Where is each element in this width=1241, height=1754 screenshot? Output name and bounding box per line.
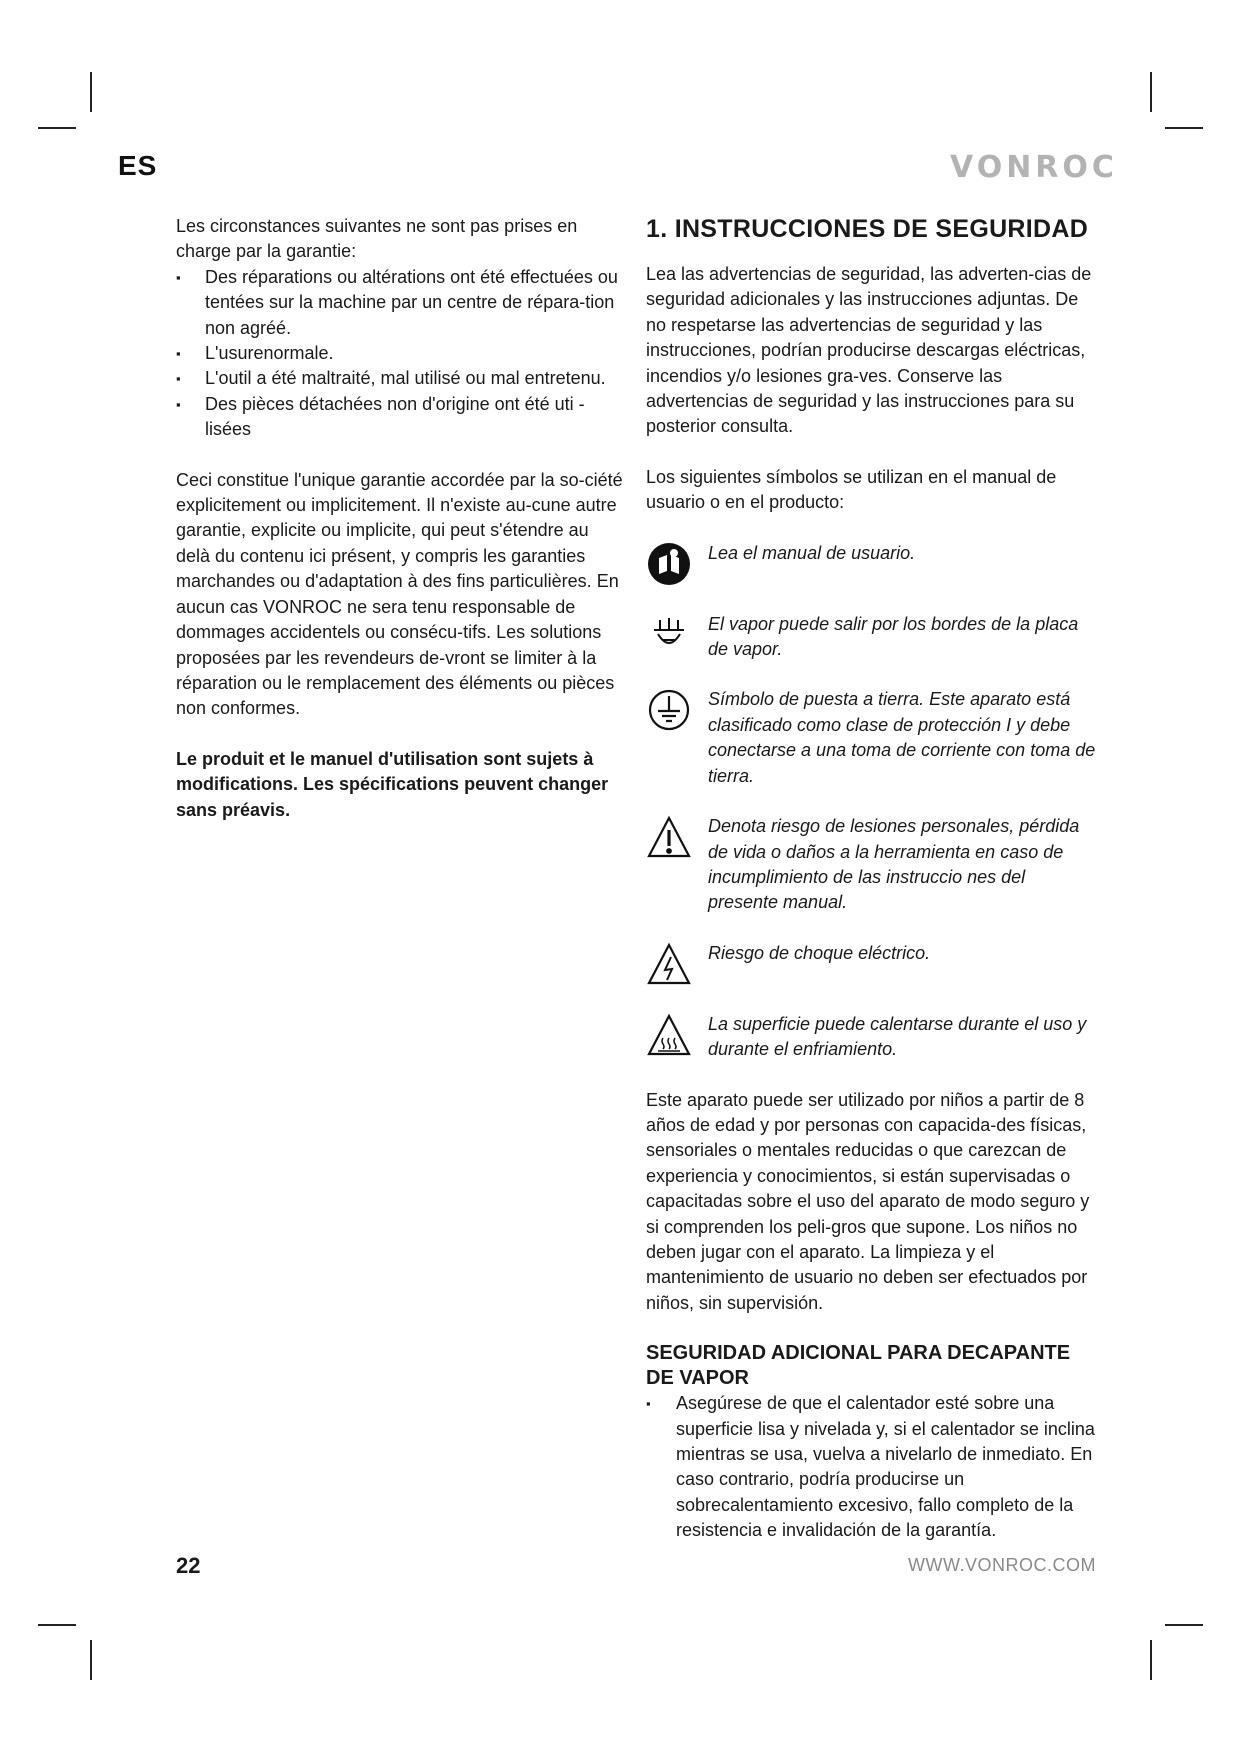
modification-note: Le produit et le manuel d'utilisation sont sujets à modifications. Les spécifications peuvent changer sans préavis.	[176, 748, 609, 820]
ground-icon	[646, 687, 692, 733]
page-number: 22	[176, 1553, 201, 1578]
warranty-exclusions-list	[176, 265, 626, 443]
steam-icon	[646, 612, 692, 658]
crop-mark	[90, 1640, 92, 1680]
crop-mark	[1165, 1624, 1203, 1626]
additional-safety-list	[646, 1391, 1096, 1543]
electric-shock-icon	[646, 941, 692, 987]
hot-surface-icon	[646, 1012, 692, 1058]
children-paragraph: Este aparato puede ser utilizado por niños a partir de 8 años de edad y por personas con capacida-des físicas, sensoriales o mentales reducidas o que carezcan de experiencia y conocimientos, si están supervisadas o capacitadas sobre el uso del aparato de modo seguro y si comprenden los peli-gros que supone. Los niños no deben jugar con el aparato. La limpieza y el mantenimiento de usuario no deben ser efectuados por niños, sin supervisión.	[646, 1089, 1090, 1313]
symbol-row	[646, 687, 1096, 789]
symbol-row	[646, 612, 1096, 663]
symbol-row	[646, 541, 1096, 587]
left-column	[176, 214, 626, 823]
crop-mark	[38, 127, 76, 129]
crop-mark	[1150, 1640, 1152, 1680]
list-item: ▪ Des réparations ou altérations ont été effectuées ou tentées sur la machine par un centre de répara-tion non agréé.	[176, 265, 626, 341]
crop-mark	[1150, 72, 1152, 112]
symbol-text: La superficie puede calentarse durante el uso y durante el enfriamiento.	[708, 1013, 1087, 1060]
symbol-text: Lea el manual de usuario.	[708, 542, 916, 563]
list-item: ▪ Asegúrese de que el calentador esté sobre una superficie lisa y nivelada y, si el calentador se inclina mientras se usa, vuelva a nivelarlo de inmediato. En caso contrario, podría producirse un sobrecalentamiento excesivo, fallo completo de la resistencia e invalidación de la garantía.	[646, 1391, 1096, 1543]
safety-intro-paragraph: Lea las advertencias de seguridad, las adverten-cias de seguridad adicionales y las instrucciones adjuntas. De no respetarse las advertencias de seguridad y las instrucciones, podrían producirse descargas eléctricas, incendios y/o lesiones gra-ves. Conserve las advertencias de seguridad y las instrucciones para su posterior consulta.	[646, 264, 1092, 437]
warranty-paragraph: Ceci constitue l'unique garantie accordée par la so-ciété explicitement ou implicitement. Il n'existe au-cune autre garantie, explicite ou implicite, qui peut s'étendre au delà du contenu ici présent, y compris les garanties marchandes ou d'adaptation à des fins particulières. En aucun cas VONROC ne sera tenu responsable de dommages accidentels ou consécu-tifs. Les solutions proposées par les revendeurs de-vront se limiter à la réparation ou le remplacement des éléments ou pièces non conformes.	[176, 469, 623, 719]
list-item: ▪ Des pièces détachées non d'origine ont été uti - lisées	[176, 392, 626, 443]
symbol-row	[646, 1012, 1096, 1063]
brand-logo: VONROC	[950, 150, 1118, 185]
language-code: ES	[118, 150, 158, 181]
list-item: ▪ L'outil a été maltraité, mal utilisé ou mal entretenu.	[176, 366, 626, 391]
symbol-text: Símbolo de puesta a tierra. Este aparato está clasificado como clase de protección I y debe conectarse a una toma de corriente con toma de tierra.	[708, 689, 1096, 786]
read-manual-icon	[646, 541, 692, 587]
crop-mark	[90, 72, 92, 112]
website-url: WWW.VONROC.COM	[908, 1555, 1096, 1575]
symbol-text: Denota riesgo de lesiones personales, pérdida de vida o daños a la herramienta en caso de incumplimiento de las instruccio nes del presente manual.	[708, 816, 1080, 913]
right-column	[646, 214, 1096, 1544]
crop-mark	[38, 1624, 76, 1626]
warning-icon	[646, 814, 692, 860]
symbol-row	[646, 814, 1096, 916]
symbol-text: El vapor puede salir por los bordes de la placa de vapor.	[708, 613, 1079, 660]
section-heading: 1. INSTRUCCIONES DE SEGURIDAD	[646, 215, 1089, 243]
warranty-intro: Les circonstances suivantes ne sont pas prises en charge par la garantie:	[176, 216, 578, 262]
symbols-intro: Los siguientes símbolos se utilizan en el manual de usuario o en el producto:	[646, 466, 1057, 513]
symbol-row	[646, 941, 1096, 987]
symbol-text: Riesgo de choque eléctrico.	[708, 942, 931, 963]
list-item: ▪ L'usurenormale.	[176, 341, 626, 366]
subsection-heading: SEGURIDAD ADICIONAL PARA DECAPANTE DE VAPOR	[646, 1342, 1071, 1390]
crop-mark	[1165, 127, 1203, 129]
